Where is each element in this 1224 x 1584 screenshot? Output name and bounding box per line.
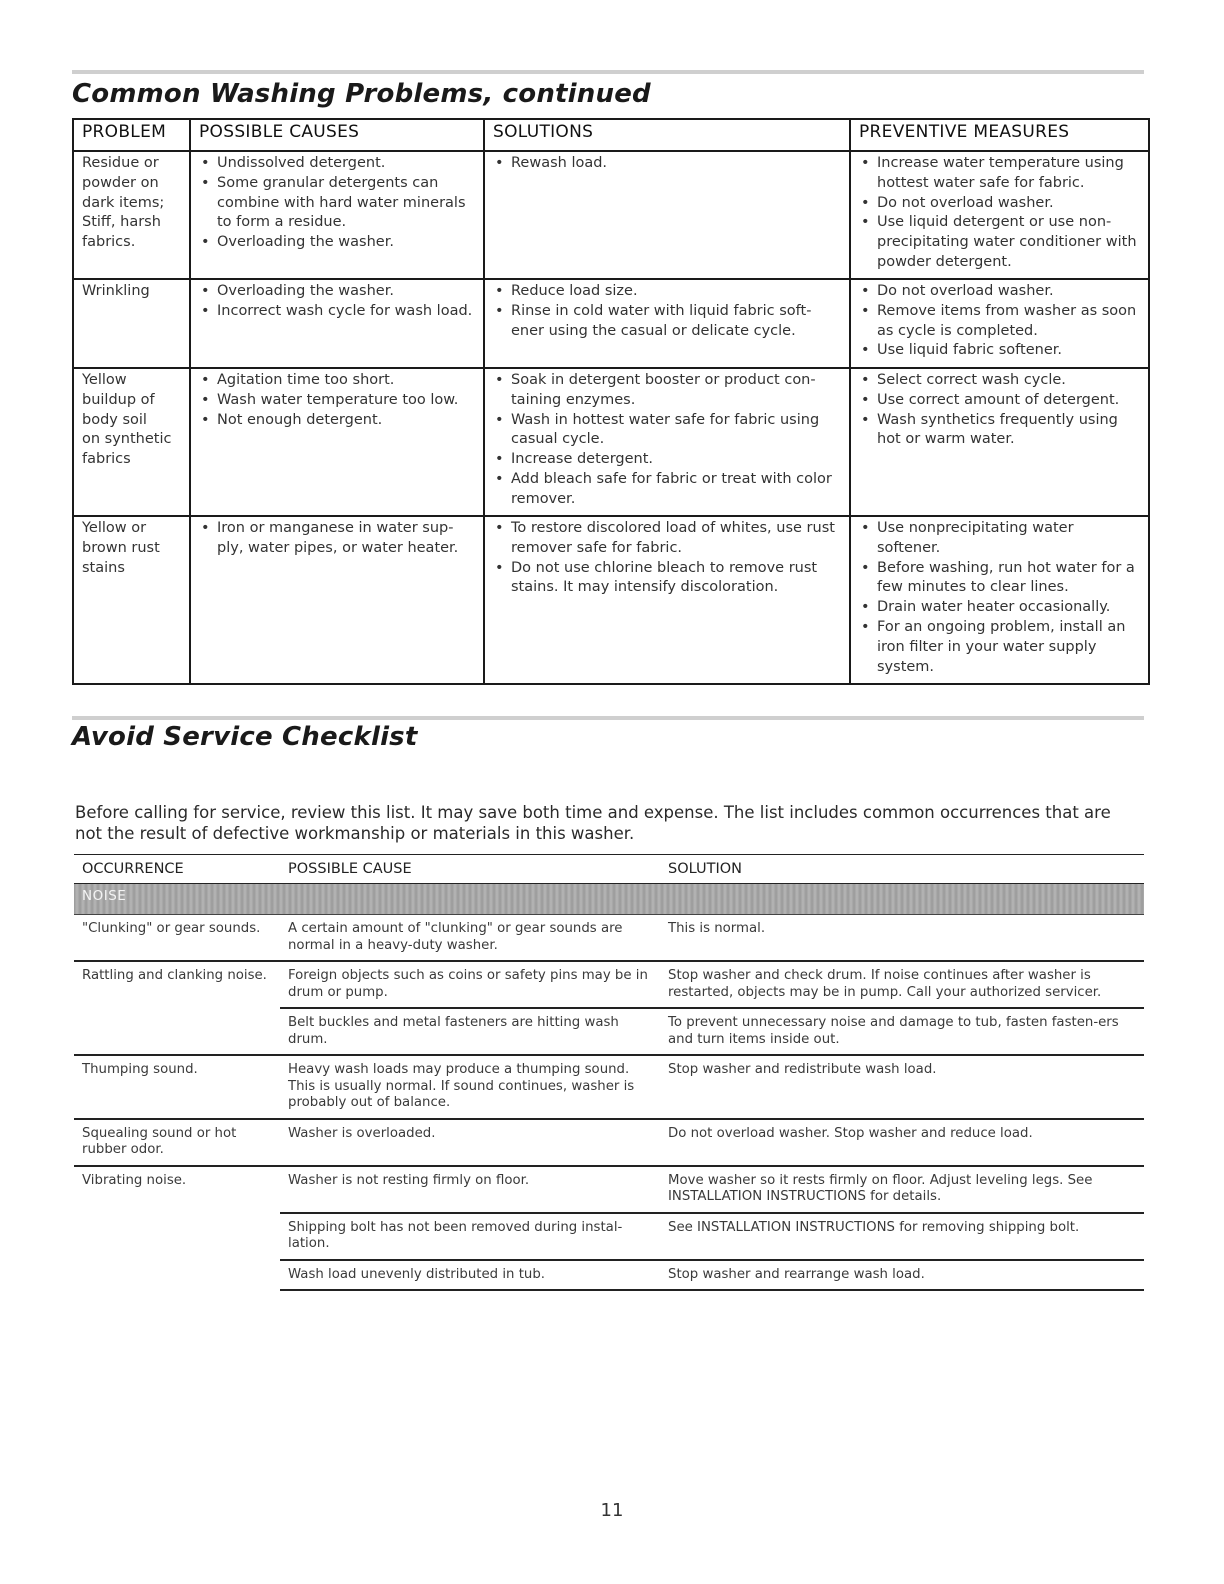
solution-item: • Soak in detergent booster or product con-taining enzymes. <box>493 371 841 411</box>
solution-item: • Add bleach safe for fabric or treat with color remover. <box>493 470 841 510</box>
header-problem: PROBLEM <box>73 119 190 151</box>
checklist-row-thumping <box>74 1055 1144 1119</box>
cause-cell: Washer is overloaded. <box>280 1119 660 1166</box>
section-title-checklist: Avoid Service Checklist <box>72 722 418 752</box>
checklist-table <box>74 854 1144 1291</box>
solution-item: • Rewash load. <box>493 154 841 174</box>
problem-row-rust-stains <box>73 516 1149 684</box>
section-title-problems: Common Washing Problems, continued <box>72 79 651 109</box>
solution-cell: Stop washer and check drum. If noise continues after washer is restarted, objects may be in pump. Call your authorized servicer. <box>660 961 1144 1008</box>
measure-item: • Increase water temperature using hottest water safe for fabric. <box>859 154 1140 194</box>
cause-cell: Belt buckles and metal fasteners are hitting wash drum. <box>280 1008 660 1055</box>
solution-item: • Reduce load size. <box>493 282 841 302</box>
causes-cell <box>190 368 484 516</box>
solution-cell: Stop washer and redistribute wash load. <box>660 1055 1144 1119</box>
problem-cell <box>73 516 190 684</box>
problem-line: Stiff, harsh <box>82 214 161 231</box>
cause-item: • Overloading the washer. <box>199 282 475 302</box>
solutions-cell <box>484 279 850 368</box>
problem-line: body soil <box>82 411 147 428</box>
problem-line: buildup of <box>82 391 155 408</box>
cause-item: • Overloading the washer. <box>199 233 475 253</box>
solution-cell: Move washer so it rests firmly on floor. Adjust leveling legs. See INSTALLATION INSTRUCTIONS for details. <box>660 1166 1144 1213</box>
problem-row-wrinkling <box>73 279 1149 368</box>
occurrence-cell: Squealing sound or hot rubber odor. <box>74 1119 280 1166</box>
causes-cell <box>190 516 484 684</box>
cause-item: • Iron or manganese in water sup-ply, water pipes, or water heater. <box>199 519 475 559</box>
checklist-row-squealing <box>74 1119 1144 1166</box>
solutions-cell <box>484 151 850 279</box>
cause-item: • Some granular detergents can combine with hard water minerals to form a residue. <box>199 174 475 233</box>
solution-cell: Do not overload washer. Stop washer and reduce load. <box>660 1119 1144 1166</box>
category-label: NOISE <box>74 884 1144 915</box>
cause-cell: Heavy wash loads may produce a thumping sound. This is usually normal. If sound continues, washer is probably out of balance. <box>280 1055 660 1119</box>
solution-item: • To restore discolored load of whites, use rust remover safe for fabric. <box>493 519 841 559</box>
cause-item: • Wash water temperature too low. <box>199 391 475 411</box>
problem-line: powder on <box>82 174 159 191</box>
measures-cell <box>850 279 1149 368</box>
measures-cell <box>850 368 1149 516</box>
checklist-row-clunking <box>74 915 1144 962</box>
measure-item: • Wash synthetics frequently using hot or warm water. <box>859 411 1140 451</box>
measure-item: • Do not overload washer. <box>859 194 1140 214</box>
problem-line: Yellow <box>82 372 127 388</box>
checklist-row-vibrating <box>74 1166 1144 1213</box>
cause-cell: A certain amount of "clunking" or gear sounds are normal in a heavy-duty washer. <box>288 921 623 953</box>
cause-cell: Washer is not resting firmly on floor. <box>280 1166 660 1213</box>
measure-item: • Use liquid detergent or use non-precipitating water conditioner with powder detergent. <box>859 213 1140 272</box>
problem-line: Residue or <box>82 155 159 171</box>
measure-item: • Use liquid fabric softener. <box>859 341 1140 361</box>
measure-item: • For an ongoing problem, install an iron filter in your water supply system. <box>859 618 1140 677</box>
header-possible-causes: POSSIBLE CAUSES <box>190 119 484 151</box>
page-number: 11 <box>600 1500 624 1521</box>
solutions-cell <box>484 368 850 516</box>
solutions-cell <box>484 516 850 684</box>
occurrence-cell: "Clunking" or gear sounds. <box>82 921 261 936</box>
problem-line: dark items; <box>82 194 165 211</box>
solution-cell: See INSTALLATION INSTRUCTIONS for removing shipping bolt. <box>660 1213 1144 1260</box>
problems-table <box>72 118 1150 685</box>
checklist-intro: Before calling for service, review this list. It may save both time and expense. The list includes common occurrences that are not the result of defective workmanship or materials in this washer. <box>75 803 1111 843</box>
header-preventive-measures: PREVENTIVE MEASURES <box>850 119 1149 151</box>
measure-item: • Use correct amount of detergent. <box>859 391 1140 411</box>
solution-item: • Wash in hottest water safe for fabric using casual cycle. <box>493 411 841 451</box>
cause-cell: Foreign objects such as coins or safety pins may be in drum or pump. <box>280 961 660 1008</box>
measure-item: • Select correct wash cycle. <box>859 371 1140 391</box>
header-solution: SOLUTION <box>660 855 1144 884</box>
solution-item: • Rinse in cold water with liquid fabric soft-ener using the casual or delicate cycle. <box>493 302 841 342</box>
solution-cell: Stop washer and rearrange wash load. <box>660 1260 1144 1291</box>
measure-item: • Drain water heater occasionally. <box>859 598 1140 618</box>
measure-item: • Use nonprecipitating water softener. <box>859 519 1140 559</box>
problem-line: fabrics <box>82 451 131 468</box>
header-solutions: SOLUTIONS <box>484 119 850 151</box>
solution-item: • Increase detergent. <box>493 450 841 470</box>
header-possible-cause: POSSIBLE CAUSE <box>280 855 660 884</box>
cause-item: • Incorrect wash cycle for wash load. <box>199 302 475 322</box>
occurrence-cell: Thumping sound. <box>74 1055 280 1119</box>
measure-item: • Do not overload washer. <box>859 282 1140 302</box>
header-occurrence: OCCURRENCE <box>74 855 280 884</box>
section-divider-checklist <box>72 716 1144 720</box>
checklist-header-row <box>74 855 1144 884</box>
causes-cell <box>190 279 484 368</box>
problem-line: fabrics. <box>82 234 136 251</box>
cause-item: • Not enough detergent. <box>199 411 475 431</box>
cause-cell: Shipping bolt has not been removed during instal-lation. <box>280 1213 660 1260</box>
measure-item: • Before washing, run hot water for a few minutes to clear lines. <box>859 559 1140 599</box>
solution-item: • Do not use chlorine bleach to remove rust stains. It may intensify discoloration. <box>493 559 841 599</box>
cause-item: • Undissolved detergent. <box>199 154 475 174</box>
problem-line: on synthetic <box>82 431 172 448</box>
problem-cell <box>73 279 190 368</box>
problems-header-row <box>73 119 1149 151</box>
problem-line: Yellow or <box>82 520 147 536</box>
measures-cell <box>850 516 1149 684</box>
problem-row-yellow-buildup <box>73 368 1149 516</box>
problem-cell <box>73 151 190 279</box>
category-row-noise <box>74 884 1144 915</box>
solution-cell: To prevent unnecessary noise and damage to tub, fasten fasten-ers and turn items inside out. <box>660 1008 1144 1055</box>
checklist-row-rattling <box>74 961 1144 1008</box>
occurrence-cell: Vibrating noise. <box>74 1166 280 1291</box>
problem-row-residue <box>73 151 1149 279</box>
cause-cell: Wash load unevenly distributed in tub. <box>280 1260 660 1291</box>
problem-line: brown rust <box>82 539 160 556</box>
problem-cell <box>73 368 190 516</box>
measure-item: • Remove items from washer as soon as cycle is completed. <box>859 302 1140 342</box>
occurrence-cell: Rattling and clanking noise. <box>74 961 280 1055</box>
cause-item: • Agitation time too short. <box>199 371 475 391</box>
section-divider-top <box>72 70 1144 74</box>
measures-cell <box>850 151 1149 279</box>
causes-cell <box>190 151 484 279</box>
problem-line: Wrinkling <box>82 283 150 299</box>
problem-line: stains <box>82 559 125 576</box>
solution-cell: This is normal. <box>668 921 766 936</box>
